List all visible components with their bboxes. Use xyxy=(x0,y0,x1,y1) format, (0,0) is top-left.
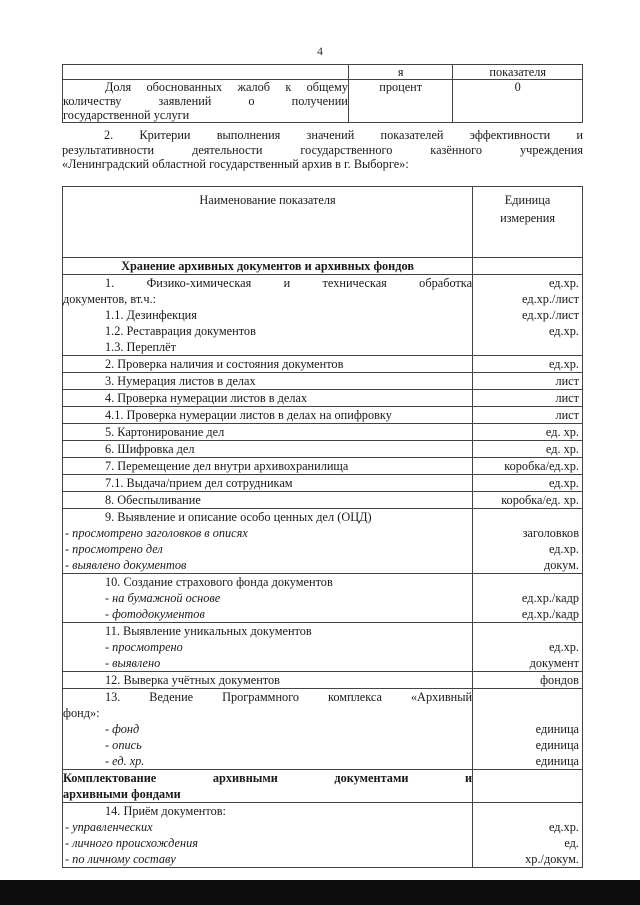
criteria-line: «Ленинградский областной государственный архив в г. Выборге»: xyxy=(62,157,409,171)
row-line: - выявлено документов xyxy=(65,558,187,572)
unit-cell: ед.хр. xyxy=(473,475,583,492)
unit-cell: лист xyxy=(473,407,583,424)
unit-line: докум. xyxy=(543,558,579,572)
unit-line: ед.хр. xyxy=(549,542,579,556)
top-header-cell-2: я xyxy=(348,65,453,80)
top-continuation-table xyxy=(62,64,583,123)
row-line: - фотодокументов xyxy=(105,607,205,621)
row-line: - по личному составу xyxy=(65,852,176,866)
unit-cell: ед. хр. xyxy=(473,441,583,458)
header-unit-line: измерения xyxy=(500,211,555,225)
unit-line: единица xyxy=(535,754,579,768)
row-line: - на бумажной основе xyxy=(105,591,221,605)
row-line: документов, вт.ч.: xyxy=(63,292,157,306)
unit-cell xyxy=(473,275,583,356)
indicators-table xyxy=(62,186,583,868)
table-row xyxy=(63,803,473,868)
complaints-indicator-name xyxy=(63,80,349,123)
row-line: - ед. хр. xyxy=(105,754,145,768)
unit-line xyxy=(473,509,579,525)
unit-line: единица xyxy=(535,738,579,752)
unit-cell: ед.хр. xyxy=(473,356,583,373)
table-row xyxy=(63,275,473,356)
row-line: - управленческих xyxy=(65,820,153,834)
unit-cell: ед. хр. xyxy=(473,424,583,441)
unit-line xyxy=(473,803,579,819)
table-row: 4.1. Проверка нумерации листов в делах на опифровку xyxy=(63,407,473,424)
section-line: Комплектование архивными документами и xyxy=(63,771,473,785)
unit-line: ед.хр./кадр xyxy=(521,607,579,621)
header-unit-line: Единица xyxy=(504,193,551,207)
table-row: 8. Обеспыливание xyxy=(63,492,473,509)
table-row: 4. Проверка нумерации листов в делах xyxy=(63,390,473,407)
unit-line: ед.хр. xyxy=(549,640,579,654)
row-line: 14. Приём документов: xyxy=(105,804,226,818)
unit-line: ед.хр./лист xyxy=(522,308,579,322)
criteria-line: результативности деятельности государственного казённого учреждения xyxy=(62,142,583,157)
row-line: 1. Физико-химическая и техническая обработка xyxy=(105,276,473,290)
complaints-value: 0 xyxy=(453,80,583,123)
unit-cell: коробка/ед. хр. xyxy=(473,492,583,509)
row-line: 10. Создание страхового фонда документов xyxy=(105,575,333,589)
row-line: - фонд xyxy=(105,722,140,736)
complaints-unit: процент xyxy=(348,80,453,123)
unit-line: единица xyxy=(535,722,579,736)
unit-line xyxy=(473,623,579,639)
table-row: 6. Шифровка дел xyxy=(63,441,473,458)
unit-cell: фондов xyxy=(473,672,583,689)
page-number: 4 xyxy=(317,44,323,58)
unit-line: ед. xyxy=(564,836,579,850)
row-line: 1.1. Дезинфекция xyxy=(105,308,197,322)
row-line: - личного происхождения xyxy=(65,836,198,850)
unit-line: хр./докум. xyxy=(525,852,579,866)
table-row: 2. Проверка наличия и состояния документов xyxy=(63,356,473,373)
unit-line: ед.хр./лист xyxy=(522,292,579,306)
section-line: архивными фондами xyxy=(63,787,181,801)
unit-cell xyxy=(473,509,583,574)
unit-line xyxy=(473,574,579,590)
unit-cell xyxy=(473,574,583,623)
text-line: количеству заявлений о получении xyxy=(63,94,348,108)
row-line: 13. Ведение Программного комплекса «Архивный xyxy=(105,690,473,704)
row-line: - просмотрено заголовков в описях xyxy=(65,526,248,540)
unit-line xyxy=(473,705,579,721)
unit-cell xyxy=(473,689,583,770)
header-unit xyxy=(473,187,583,258)
text-line: государственной услуги xyxy=(63,108,190,122)
row-line: - просмотрено дел xyxy=(65,542,163,556)
criteria-line: 2. Критерии выполнения значений показателей эффективности и xyxy=(104,128,583,142)
row-line: фонд»: xyxy=(63,706,100,720)
unit-line: ед.хр. xyxy=(549,324,579,338)
unit-cell: коробка/ед.хр. xyxy=(473,458,583,475)
header-indicator-name: Наименование показателя xyxy=(63,187,473,258)
table-row: 12. Выверка учётных документов xyxy=(63,672,473,689)
unit-line: заголовков xyxy=(522,526,579,540)
criteria-paragraph xyxy=(62,128,583,172)
table-row xyxy=(63,623,473,672)
section-title: Хранение архивных документов и архивных фондов xyxy=(63,258,473,275)
table-row: 7. Перемещение дел внутри архивохранилища xyxy=(63,458,473,475)
unit-line: ед.хр./кадр xyxy=(521,591,579,605)
row-line: - опись xyxy=(105,738,142,752)
unit-line xyxy=(473,339,579,355)
unit-cell: лист xyxy=(473,373,583,390)
scan-bottom-edge xyxy=(0,880,640,905)
unit-line: документ xyxy=(529,656,579,670)
table-row: 3. Нумерация листов в делах xyxy=(63,373,473,390)
text-line: Доля обоснованных жалоб к общему xyxy=(105,80,348,94)
table-row xyxy=(63,509,473,574)
unit-line: ед.хр. xyxy=(549,276,579,290)
section-title xyxy=(63,770,473,803)
unit-cell xyxy=(473,803,583,868)
unit-cell: лист xyxy=(473,390,583,407)
top-header-cell-1 xyxy=(63,65,349,80)
row-line: - выявлено xyxy=(105,656,161,670)
table-row xyxy=(63,574,473,623)
table-row: 5. Картонирование дел xyxy=(63,424,473,441)
table-row: 7.1. Выдача/прием дел сотрудникам xyxy=(63,475,473,492)
unit-line: ед.хр. xyxy=(549,820,579,834)
unit-line xyxy=(473,689,579,705)
top-header-cell-3: показателя xyxy=(453,65,583,80)
row-line: 1.3. Переплёт xyxy=(105,340,177,354)
row-line: 9. Выявление и описание особо ценных дел (ОЦД) xyxy=(105,510,372,524)
row-line: 1.2. Реставрация документов xyxy=(105,324,256,338)
row-line: 11. Выявление уникальных документов xyxy=(105,624,312,638)
row-line: - просмотрено xyxy=(105,640,183,654)
unit-cell xyxy=(473,623,583,672)
table-row xyxy=(63,689,473,770)
